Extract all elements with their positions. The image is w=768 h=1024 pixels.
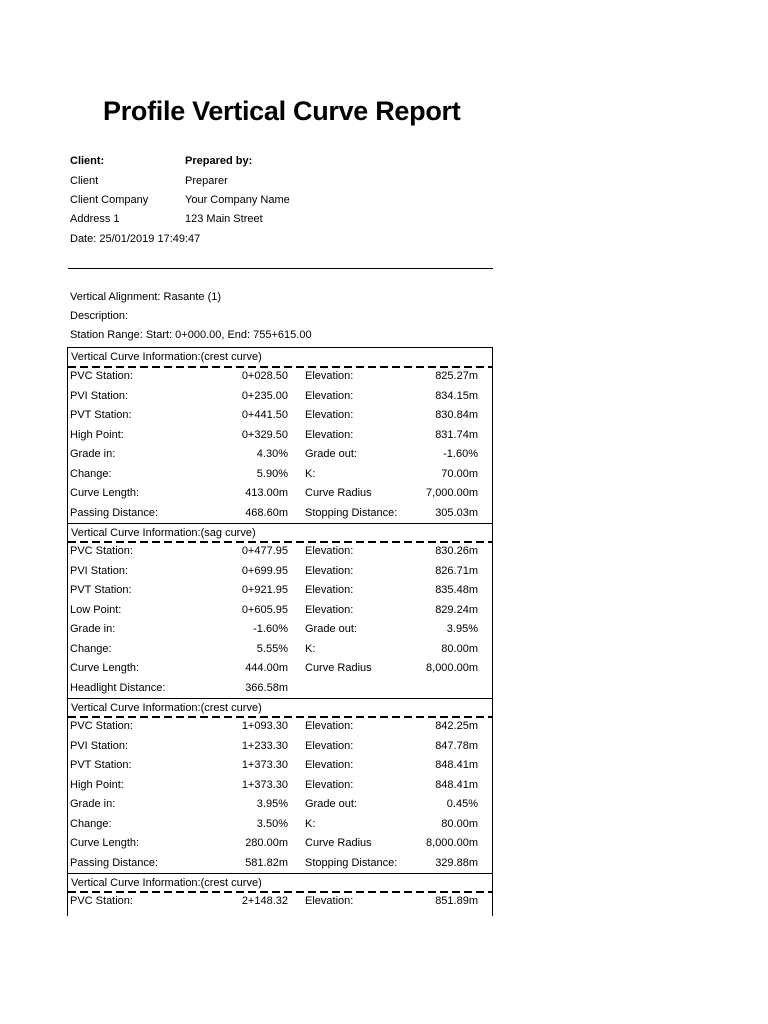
row-value-secondary: 829.24m <box>435 603 478 616</box>
curve-data-row <box>68 737 492 757</box>
row-value-secondary: 329.88m <box>435 856 478 869</box>
row-value-secondary: 80.00m <box>441 817 478 830</box>
row-label: Passing Distance: <box>70 856 159 869</box>
row-label: Low Point: <box>70 603 122 616</box>
row-label-secondary: Grade out: <box>305 798 357 810</box>
row-value: 0+441.50 <box>241 409 288 421</box>
curve-data-row <box>68 717 492 737</box>
row-label: Grade in: <box>70 448 116 460</box>
row-value-secondary: 830.26m <box>435 545 478 557</box>
row-value: 0+329.50 <box>241 428 288 441</box>
row-label-secondary: Curve Radius <box>305 662 372 674</box>
row-label: PVT Station: <box>70 759 132 771</box>
row-label-secondary: Elevation: <box>305 739 354 752</box>
curve-data-row <box>68 756 492 776</box>
row-value: 444.00m <box>245 662 288 674</box>
row-label-secondary: Elevation: <box>305 409 354 421</box>
row-value-secondary: 834.15m <box>435 389 478 402</box>
curve-data-row <box>68 834 492 854</box>
row-value: 4.30% <box>256 448 288 460</box>
row-value-secondary: 830.84m <box>435 409 478 421</box>
vertical-curve-table <box>67 347 493 916</box>
curve-data-row <box>68 367 492 387</box>
client-company: Client Company <box>70 194 149 206</box>
client-heading: Client: <box>70 155 105 167</box>
row-value-secondary: 835.48m <box>435 584 478 596</box>
row-label-secondary: Elevation: <box>305 389 354 402</box>
curve-data-row <box>68 815 492 835</box>
row-value-secondary: 851.89m <box>435 895 478 907</box>
row-label: High Point: <box>70 428 124 441</box>
row-value-secondary: 825.27m <box>435 370 478 382</box>
row-value: 1+233.30 <box>241 739 288 752</box>
row-value-secondary: 8,000.00m <box>426 837 478 849</box>
row-label: Passing Distance: <box>70 506 159 519</box>
row-value-secondary: 70.00m <box>441 467 478 480</box>
row-label: Change: <box>70 817 112 830</box>
row-value-secondary: 826.71m <box>435 564 478 577</box>
curve-data-row <box>68 640 492 660</box>
row-value: 3.95% <box>256 798 288 810</box>
curve-section-header: Vertical Curve Information:(crest curve) <box>68 873 492 892</box>
row-value-secondary: 848.41m <box>435 759 478 771</box>
row-value-secondary: 848.41m <box>435 778 478 791</box>
row-value: 1+093.30 <box>241 720 288 732</box>
curve-data-row <box>68 620 492 640</box>
row-label-secondary: Elevation: <box>305 584 354 596</box>
row-label: Headlight Distance: <box>70 681 166 694</box>
row-value-secondary: 831.74m <box>435 428 478 441</box>
alignment-description: Description: <box>70 310 129 322</box>
header-divider <box>68 268 493 269</box>
report-title: Profile Vertical Curve Report <box>103 96 461 126</box>
curve-data-row <box>68 406 492 426</box>
row-value: 468.60m <box>245 506 288 519</box>
curve-data-row <box>68 465 492 485</box>
curve-data-row <box>68 795 492 815</box>
row-label-secondary: K: <box>305 817 316 830</box>
row-label: Curve Length: <box>70 487 140 499</box>
station-range: Station Range: Start: 0+000.00, End: 755+615.00 <box>70 329 312 341</box>
report-date: Date: 25/01/2019 17:49:47 <box>70 233 201 245</box>
row-value-secondary: 80.00m <box>441 642 478 655</box>
row-value: 0+477.95 <box>241 545 288 557</box>
curve-data-row <box>68 679 492 699</box>
curve-data-row <box>68 581 492 601</box>
curve-data-row <box>68 426 492 446</box>
curve-section-header: Vertical Curve Information:(sag curve) <box>68 523 492 542</box>
row-label: Grade in: <box>70 623 116 635</box>
row-value-secondary: 305.03m <box>435 506 478 519</box>
row-value: 1+373.30 <box>241 759 288 771</box>
row-label-secondary: Elevation: <box>305 778 354 791</box>
row-value-secondary: 3.95% <box>446 623 478 635</box>
client-name: Client <box>70 175 99 187</box>
row-value: 0+699.95 <box>241 564 288 577</box>
row-label-secondary: Curve Radius <box>305 837 372 849</box>
row-label-secondary: K: <box>305 642 316 655</box>
row-label-secondary: Grade out: <box>305 448 357 460</box>
row-label: Curve Length: <box>70 837 140 849</box>
preparer-address: 123 Main Street <box>185 213 263 225</box>
row-label-secondary: Elevation: <box>305 895 354 907</box>
curve-data-row <box>68 387 492 407</box>
row-label-secondary: Grade out: <box>305 623 357 635</box>
curve-data-row <box>68 892 492 912</box>
row-label-secondary: Stopping Distance: <box>305 856 398 869</box>
row-value-secondary: 8,000.00m <box>426 662 478 674</box>
row-value: 2+148.32 <box>241 895 288 907</box>
row-label: Curve Length: <box>70 662 140 674</box>
row-label-secondary: Elevation: <box>305 720 354 732</box>
row-label: PVC Station: <box>70 895 133 907</box>
curve-data-row <box>68 776 492 796</box>
row-value-secondary: 7,000.00m <box>426 487 478 499</box>
row-label-secondary: Elevation: <box>305 759 354 771</box>
row-label: PVI Station: <box>70 389 129 402</box>
curve-data-row <box>68 601 492 621</box>
vertical-alignment-name: Vertical Alignment: Rasante (1) <box>70 291 222 303</box>
row-value: -1.60% <box>253 623 288 635</box>
preparer-company: Your Company Name <box>185 194 290 206</box>
curve-section-header: Vertical Curve Information:(crest curve) <box>68 348 492 367</box>
row-value: 581.82m <box>245 856 288 869</box>
row-label: Change: <box>70 642 112 655</box>
row-label: Grade in: <box>70 798 116 810</box>
row-value: 0+235.00 <box>241 389 288 402</box>
preparer-name: Preparer <box>185 175 228 187</box>
curve-data-row <box>68 562 492 582</box>
row-label: PVT Station: <box>70 409 132 421</box>
row-value: 0+605.95 <box>241 603 288 616</box>
curve-data-row <box>68 542 492 562</box>
row-label-secondary: Elevation: <box>305 603 354 616</box>
row-label-secondary: Elevation: <box>305 370 354 382</box>
row-label-secondary: Curve Radius <box>305 487 372 499</box>
row-value: 366.58m <box>245 681 288 694</box>
row-value-secondary: 842.25m <box>435 720 478 732</box>
row-label-secondary: Elevation: <box>305 545 354 557</box>
row-label: PVC Station: <box>70 720 133 732</box>
row-label: PVI Station: <box>70 739 129 752</box>
curve-data-row <box>68 659 492 679</box>
preparer-heading: Prepared by: <box>185 155 253 167</box>
row-value: 3.50% <box>256 817 288 830</box>
row-label: High Point: <box>70 778 124 791</box>
row-value: 0+921.95 <box>241 584 288 596</box>
curve-section-header: Vertical Curve Information:(crest curve) <box>68 698 492 717</box>
row-value-secondary: 847.78m <box>435 739 478 752</box>
row-label-secondary: Elevation: <box>305 564 354 577</box>
row-value-secondary: -1.60% <box>443 448 478 460</box>
row-label: PVT Station: <box>70 584 132 596</box>
curve-data-row <box>68 504 492 524</box>
client-address: Address 1 <box>70 213 120 225</box>
row-label-secondary: Stopping Distance: <box>305 506 398 519</box>
row-value: 280.00m <box>245 837 288 849</box>
row-value: 413.00m <box>245 487 288 499</box>
row-value: 0+028.50 <box>241 370 288 382</box>
row-label-secondary: K: <box>305 467 316 480</box>
row-value: 5.55% <box>256 642 288 655</box>
row-label: PVC Station: <box>70 370 133 382</box>
curve-data-row <box>68 484 492 504</box>
row-value: 1+373.30 <box>241 778 288 791</box>
row-label: PVI Station: <box>70 564 129 577</box>
curve-data-row <box>68 445 492 465</box>
row-label-secondary: Elevation: <box>305 428 354 441</box>
row-label: Change: <box>70 467 112 480</box>
row-value-secondary: 0.45% <box>446 798 478 810</box>
curve-data-row <box>68 854 492 874</box>
row-value: 5.90% <box>256 467 288 480</box>
row-label: PVC Station: <box>70 545 133 557</box>
